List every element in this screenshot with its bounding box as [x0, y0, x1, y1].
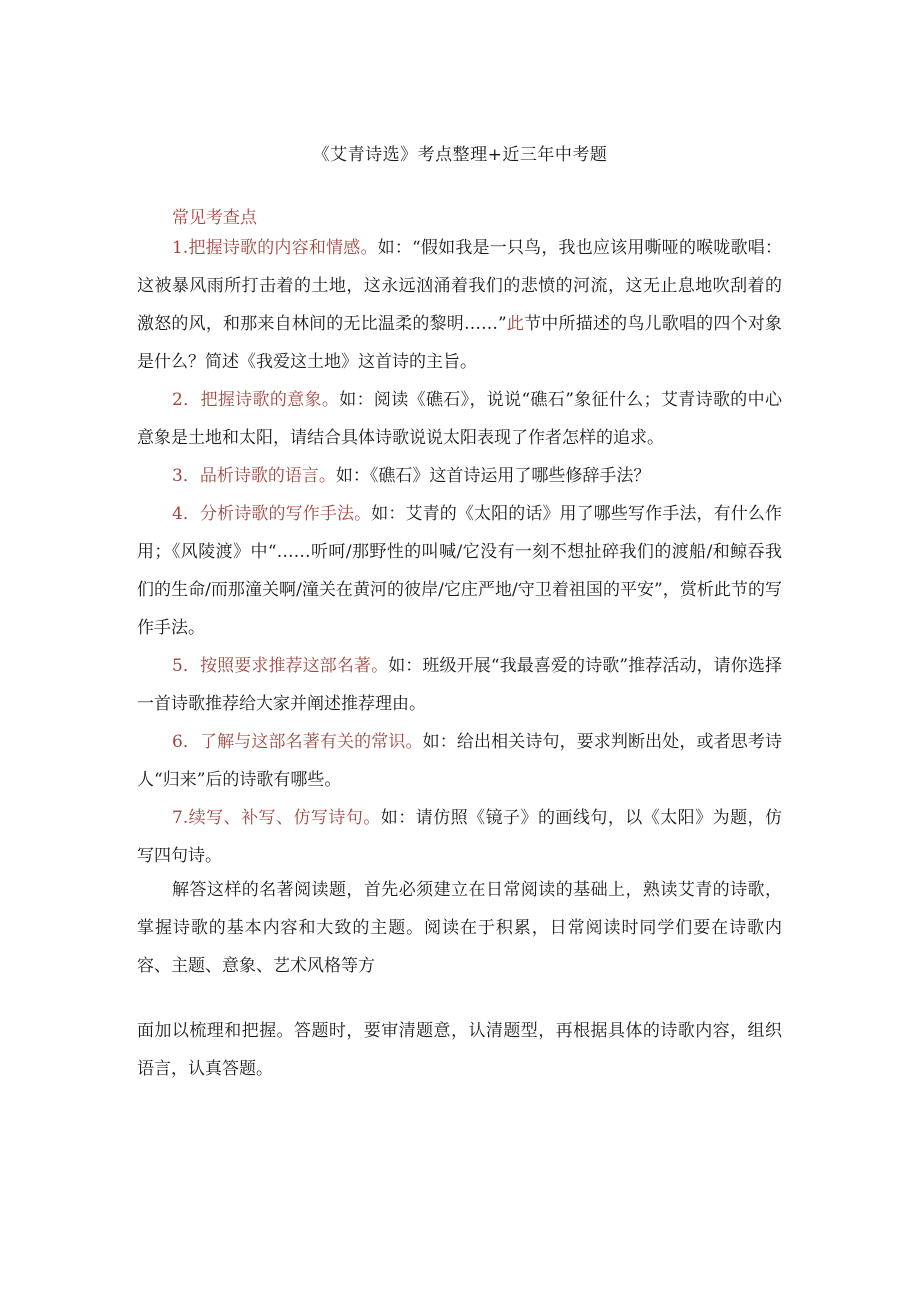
point-2-body: 如：阅读《礁石》，说说“礁石”象征什么；艾青诗歌的中心意象是土地和太阳，请结合具体诗歌说说太阳表现了作者怎样的追求。: [137, 390, 782, 448]
point-2-head: 2．把握诗歌的意象。: [172, 390, 340, 410]
point-7-head: 7.续写、补写、仿写诗句。: [172, 808, 381, 828]
point-7: [137, 799, 782, 875]
point-3: [137, 457, 782, 495]
point-1-rest: 节中所描述的鸟儿歌唱的四个对象是什么？简述《我爱这土地》这首诗的主旨。: [137, 314, 782, 372]
point-1: [137, 229, 782, 381]
point-4-body: 如：艾青的《太阳的话》用了哪些写作手法，有什么作用；《风陵渡》中“……听呵/那野性的叫喊/它没有一刻不想扯碎我们的渡船/和鲸吞我们的生命/而那潼关啊/潼关在黄河的彼岸/它庄严地/守卫着祖国的平安”，赏析此节的写作手法。: [137, 504, 782, 638]
point-5: [137, 647, 782, 723]
summary-paragraph: 解答这样的名著阅读题，首先必须建立在日常阅读的基础上，熟读艾青的诗歌，掌握诗歌的基本内容和大致的主题。阅读在于积累，日常阅读时同学们要在诗歌内容、主题、意象、艺术风格等方: [137, 880, 782, 976]
summary-continued: 面加以梳理和把握。答题时，要审清题意，认清题型，再根据具体的诗歌内容，组织语言，认真答题。: [137, 1021, 782, 1079]
point-2: [137, 381, 782, 457]
point-1-tail: 此: [506, 314, 525, 334]
point-6: [137, 723, 782, 799]
point-7-body: 如：请仿照《镜子》的画线句，以《太阳》为题，仿写四句诗。: [137, 808, 782, 866]
point-3-body: 如：《礁石》这首诗运用了哪些修辞手法？: [335, 466, 651, 486]
point-6-head: 6．了解与这部名著有关的常识。: [172, 732, 423, 752]
point-3-head: 3．品析诗歌的语言。: [172, 466, 336, 486]
point-1-head: 1.把握诗歌的内容和情感。: [172, 238, 378, 258]
point-4: [137, 495, 782, 647]
point-5-head: 5．按照要求推荐这部名著。: [172, 656, 389, 676]
document-title: 《艾青诗选》考点整理+近三年中考题: [312, 145, 608, 165]
point-5-body: 如：班级开展“我最喜爱的诗歌”推荐活动，请你选择一首诗歌推荐给大家并阐述推荐理由。: [137, 656, 782, 714]
point-6-body: 如：给出相关诗句，要求判断出处，或者思考诗人“归来”后的诗歌有哪些。: [137, 732, 782, 790]
point-1-body: 如：“假如我是一只鸟，我也应该用嘶哑的喉咙歌唱：这被暴风雨所打击着的土地，这永远汹涌着我们的悲愤的河流，这无止息地吹刮着的激怒的风，和那来自林间的无比温柔的黎明……”: [137, 238, 782, 334]
section-heading: 常见考查点: [172, 208, 257, 228]
point-4-head: 4．分析诗歌的写作手法。: [172, 504, 372, 524]
